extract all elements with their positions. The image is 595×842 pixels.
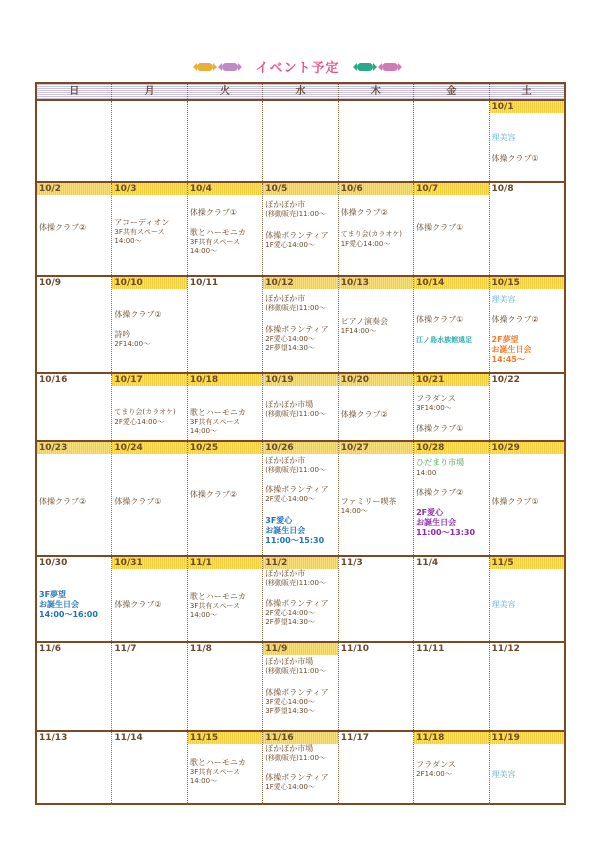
event-volunteer-time: 2F愛心14:00～ — [265, 335, 315, 343]
day-cell — [263, 557, 338, 641]
date-label — [112, 101, 186, 113]
event-biyo: 理美容 — [491, 770, 516, 779]
event-market-time: (移動販売)11:00～ — [265, 667, 326, 675]
day-cell — [263, 183, 338, 275]
event-taiso: 体操クラブ① — [189, 208, 238, 217]
weekday-sat: 土 — [521, 86, 532, 97]
day-cell — [112, 557, 187, 641]
day-cell — [339, 442, 414, 555]
date-label: 11/10 — [340, 644, 370, 654]
event-market: ぽかぽか市 — [265, 569, 306, 578]
event-place: 3F共有スペース — [189, 418, 240, 426]
date-label: 10/11 — [189, 278, 219, 288]
event-taiso: 体操クラブ② — [39, 223, 87, 232]
day-cell — [339, 643, 414, 730]
event-birthday: 2F愛心 — [416, 508, 444, 517]
date-label: 10/5 — [263, 183, 337, 195]
week-row — [37, 442, 564, 557]
day-cell — [37, 101, 112, 181]
date-label: 10/13 — [339, 277, 413, 289]
event-uta: 歌とハーモニカ — [189, 592, 246, 601]
event-birthday-time: 14:45～ — [491, 355, 525, 364]
date-label: 11/17 — [340, 733, 370, 743]
event-taiso: 体操クラブ② — [39, 497, 87, 506]
event-piano: ピアノ演奏会 — [340, 317, 389, 326]
weekday-header — [37, 84, 564, 101]
event-time: 14:00～ — [189, 777, 218, 785]
date-label: 11/11 — [416, 644, 445, 654]
day-cell — [112, 277, 187, 372]
date-label: 11/9 — [263, 643, 337, 655]
event-place: 3F共有スペース — [114, 228, 165, 236]
event-taiso: 体操クラブ① — [491, 154, 539, 163]
date-label: 10/23 — [37, 442, 111, 454]
event-market-time: (移動販売)11:00～ — [265, 304, 326, 312]
day-cell — [339, 732, 414, 805]
date-label: 10/20 — [339, 374, 413, 386]
date-label: 11/1 — [188, 557, 262, 569]
day-cell — [188, 442, 263, 555]
day-cell — [112, 442, 187, 555]
event-market-time: (移動販売)11:00～ — [265, 579, 326, 587]
weekday-wed: 水 — [263, 84, 338, 99]
date-label: 10/18 — [188, 374, 262, 386]
event-birthday: お誕生日会 — [416, 518, 457, 527]
date-label — [339, 101, 413, 113]
event-market-time: (移動販売)11:00～ — [265, 754, 326, 762]
date-label: 10/10 — [112, 277, 186, 289]
event-volunteer-time: 2F愛心14:00～ — [265, 495, 315, 503]
day-cell — [490, 277, 564, 372]
event-volunteer: 体操ボランティア — [265, 688, 329, 697]
event-birthday: 3F愛心 — [265, 516, 293, 525]
date-label: 10/17 — [112, 374, 186, 386]
event-volunteer-time: 2F夢望14:30～ — [265, 344, 315, 352]
day-cell — [490, 732, 564, 805]
day-cell — [339, 374, 414, 440]
event-taiso: 体操クラブ② — [340, 208, 388, 217]
day-cell — [339, 557, 414, 641]
date-label: 11/12 — [491, 644, 520, 654]
event-hidamari-time: 14:00 — [416, 469, 437, 477]
date-label: 10/4 — [188, 183, 262, 195]
day-cell — [263, 442, 338, 555]
weekday-sun: 日 — [37, 84, 112, 99]
date-label: 11/15 — [188, 732, 262, 744]
event-market: ぽかぽか市場 — [265, 657, 314, 666]
calendar — [35, 82, 566, 805]
event-birthday: お誕生日会 — [265, 526, 306, 535]
day-cell — [490, 557, 564, 641]
day-cell — [37, 442, 112, 555]
event-volunteer-time: 1F愛心14:00～ — [265, 241, 315, 249]
event-volunteer: 体操ボランティア — [265, 325, 329, 334]
day-cell — [414, 183, 489, 275]
event-time: 14:00～ — [189, 611, 218, 619]
event-birthday: お誕生日会 — [491, 345, 532, 354]
date-label — [414, 101, 488, 113]
date-label: 11/5 — [490, 557, 564, 569]
date-label: 10/1 — [490, 101, 564, 113]
date-label: 10/27 — [339, 442, 413, 454]
date-label: 11/8 — [189, 644, 212, 654]
event-taiso: 体操クラブ② — [114, 600, 162, 609]
date-label: 10/31 — [112, 557, 186, 569]
event-market: ぽかぽか市場 — [265, 400, 314, 409]
event-market-time: (移動販売)11:00～ — [265, 410, 326, 418]
day-cell — [37, 374, 112, 440]
event-taiso: 体操クラブ① — [416, 223, 464, 232]
day-cell — [490, 374, 564, 440]
date-label — [263, 101, 337, 113]
event-taiso: 体操クラブ① — [491, 497, 539, 506]
event-birthday: 3F夢望 — [39, 590, 67, 599]
event-taiso: 体操クラブ② — [340, 410, 388, 419]
week-row — [37, 277, 564, 374]
event-time: 14:00～ — [114, 237, 142, 245]
day-cell — [188, 374, 263, 440]
day-cell — [112, 732, 187, 805]
day-cell — [263, 732, 338, 805]
event-taiso: 体操クラブ② — [189, 490, 238, 499]
event-market-time: (移動販売)11:00～ — [265, 210, 326, 218]
event-temari: てまり会(カラオケ) — [340, 230, 403, 238]
day-cell — [339, 277, 414, 372]
day-cell — [112, 643, 187, 730]
date-label: 10/15 — [490, 277, 564, 289]
day-cell — [414, 643, 489, 730]
event-biyo: 理美容 — [491, 295, 516, 304]
event-taiso: 体操クラブ① — [114, 497, 162, 506]
event-uta: 歌とハーモニカ — [189, 758, 246, 767]
date-label: 10/28 — [414, 442, 488, 454]
day-cell — [188, 557, 263, 641]
date-label: 10/3 — [112, 183, 186, 195]
day-cell — [490, 101, 564, 181]
day-cell — [37, 277, 112, 372]
week-row — [37, 732, 564, 805]
date-label: 10/16 — [39, 375, 68, 385]
date-label: 10/29 — [490, 442, 564, 454]
day-cell — [112, 183, 187, 275]
event-enoshima: 江ノ島水族館遠足 — [416, 336, 473, 344]
event-place: 3F共有スペース — [189, 238, 240, 246]
date-label: 10/19 — [263, 374, 337, 386]
date-label: 10/8 — [491, 184, 514, 194]
weekday-mon: 月 — [112, 84, 187, 99]
day-cell — [37, 643, 112, 730]
date-label: 11/14 — [114, 733, 143, 743]
event-hidamari: ひだまり市場 — [416, 458, 465, 467]
day-cell — [414, 557, 489, 641]
event-taiso: 体操クラブ① — [416, 315, 464, 324]
event-time: 14:00～ — [189, 427, 218, 435]
event-birthday: お誕生日会 — [39, 600, 79, 609]
event-cafe: ファミリー喫茶 — [340, 497, 397, 506]
day-cell — [188, 643, 263, 730]
date-label: 10/6 — [339, 183, 413, 195]
date-label — [188, 101, 262, 113]
event-market: ぽかぽか市 — [265, 200, 306, 209]
day-cell — [263, 277, 338, 372]
date-label: 11/6 — [39, 644, 62, 654]
event-hula-time: 3F14:00～ — [416, 404, 452, 412]
event-hula: フラダンス — [416, 394, 456, 403]
event-volunteer-time: 1F愛心14:00～ — [265, 783, 315, 791]
title-row — [0, 56, 595, 76]
event-birthday-time: 11:00～15:30 — [265, 536, 325, 545]
event-volunteer: 体操ボランティア — [265, 773, 329, 782]
day-cell — [414, 374, 489, 440]
event-taiso: 体操クラブ② — [491, 315, 539, 324]
page-title: イベント予定 — [255, 61, 340, 76]
date-label: 10/2 — [37, 183, 111, 195]
weekday-fri: 金 — [414, 84, 489, 99]
candy-icon — [197, 63, 213, 71]
event-volunteer-time: 2F夢望14:30～ — [265, 618, 315, 626]
candy-icon — [357, 63, 373, 71]
date-label: 10/12 — [263, 277, 337, 289]
event-place: 3F共有スペース — [189, 602, 240, 610]
candy-icon — [382, 63, 398, 71]
event-place: 3F共有スペース — [189, 768, 240, 776]
date-label: 11/13 — [39, 733, 68, 743]
event-temari: てまり会(カラオケ) — [114, 408, 176, 416]
day-cell — [188, 277, 263, 372]
date-label: 10/7 — [414, 183, 488, 195]
date-label: 10/14 — [414, 277, 488, 289]
day-cell — [188, 101, 263, 181]
day-cell — [263, 643, 338, 730]
event-birthday-time: 11:00～13:30 — [416, 528, 476, 537]
event-volunteer-time: 3F夢望14:30～ — [265, 707, 315, 715]
date-label: 10/30 — [39, 558, 68, 568]
event-accordion: アコーディオン — [114, 218, 170, 227]
event-piano-time: 1F14:00～ — [340, 327, 377, 335]
date-label: 10/26 — [263, 442, 337, 454]
date-label: 10/22 — [491, 375, 520, 385]
week-row — [37, 374, 564, 442]
date-label: 10/21 — [414, 374, 488, 386]
day-cell — [263, 101, 338, 181]
day-cell — [188, 732, 263, 805]
date-label: 11/2 — [263, 557, 337, 569]
day-cell — [414, 101, 489, 181]
day-cell — [37, 732, 112, 805]
event-temari-time: 1F愛心14:00～ — [340, 240, 391, 248]
event-shigin-time: 2F14:00～ — [114, 340, 151, 348]
date-label: 10/24 — [112, 442, 186, 454]
event-biyo: 理美容 — [491, 600, 516, 609]
week-row — [37, 643, 564, 732]
day-cell — [490, 643, 564, 730]
event-shigin: 詩吟 — [114, 330, 131, 339]
event-volunteer: 体操ボランティア — [265, 485, 329, 494]
day-cell — [188, 183, 263, 275]
event-volunteer-time: 2F愛心14:00～ — [265, 609, 315, 617]
date-label — [37, 101, 111, 113]
day-cell — [339, 101, 414, 181]
event-volunteer: 体操ボランティア — [265, 599, 329, 608]
event-taiso: 体操クラブ② — [416, 488, 464, 497]
event-volunteer: 体操ボランティア — [265, 231, 329, 240]
event-birthday: 2F夢望 — [491, 335, 519, 344]
date-label: 11/19 — [490, 732, 564, 744]
day-cell — [490, 183, 564, 275]
day-cell — [37, 183, 112, 275]
event-birthday-time: 14:00～16:00 — [39, 610, 98, 619]
event-market: ぽかぽか市 — [265, 294, 306, 303]
weekday-tue: 火 — [188, 84, 263, 99]
day-cell — [414, 277, 489, 372]
date-label: 11/4 — [416, 558, 439, 568]
event-biyo: 理美容 — [491, 133, 516, 142]
day-cell — [263, 374, 338, 440]
week-row — [37, 101, 564, 183]
date-label: 11/18 — [414, 732, 488, 744]
date-label: 11/16 — [263, 732, 337, 744]
event-market: ぽかぽか市 — [265, 456, 306, 465]
candy-icon — [222, 63, 238, 71]
date-label: 10/9 — [39, 278, 62, 288]
event-market-time: (移動販売)11:00～ — [265, 466, 326, 474]
day-cell — [414, 732, 489, 805]
week-row — [37, 557, 564, 643]
event-uta: 歌とハーモニカ — [189, 408, 246, 417]
day-cell — [414, 442, 489, 555]
date-label: 10/25 — [188, 442, 262, 454]
event-hula-time: 2F14:00～ — [416, 770, 452, 778]
event-taiso: 体操クラブ② — [114, 310, 162, 319]
date-label: 11/3 — [340, 558, 363, 568]
day-cell — [37, 557, 112, 641]
weekday-thu: 木 — [339, 84, 414, 99]
day-cell — [339, 183, 414, 275]
event-taiso: 体操クラブ① — [416, 424, 464, 433]
day-cell — [112, 101, 187, 181]
day-cell — [490, 442, 564, 555]
day-cell — [112, 374, 187, 440]
event-hula: フラダンス — [416, 760, 456, 769]
event-market: ぽかぽか市場 — [265, 744, 314, 753]
week-row — [37, 183, 564, 277]
event-cafe-time: 14:00～ — [340, 507, 368, 515]
event-time: 14:00～ — [189, 247, 218, 255]
event-volunteer-time: 3F愛心14:00～ — [265, 698, 315, 706]
event-temari-time: 2F愛心14:00～ — [114, 418, 165, 426]
event-uta: 歌とハーモニカ — [189, 228, 246, 237]
date-label: 11/7 — [114, 644, 137, 654]
